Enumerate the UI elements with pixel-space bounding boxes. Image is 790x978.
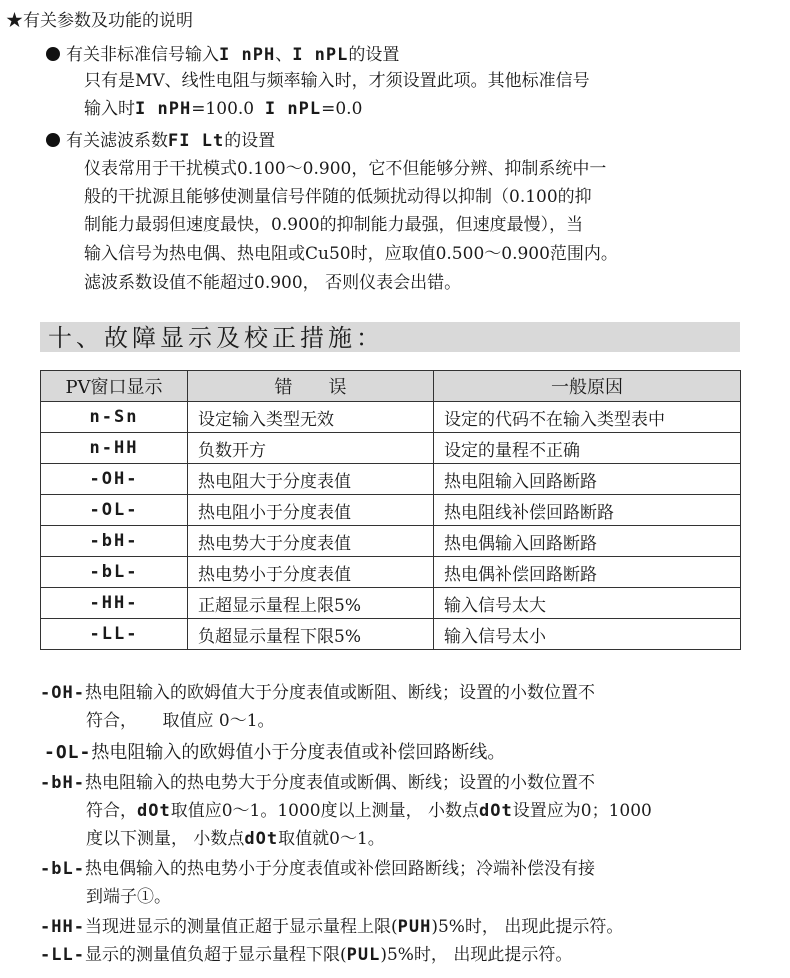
col-header-error: 错 误 bbox=[188, 371, 434, 402]
reason-cell: 输入信号太大 bbox=[434, 588, 741, 619]
fault-table bbox=[40, 370, 741, 650]
section-title: 十、故障显示及校正措施： bbox=[48, 324, 384, 352]
filt-line-5: 滤波系数设值不能超过0.900， 否则仪表会出错。 bbox=[84, 273, 462, 293]
reason-cell: 热电阻线补偿回路断路 bbox=[434, 495, 741, 526]
note-ol: -OL-热电阻输入的欧姆值小于分度表值或补偿回路断线。 bbox=[44, 742, 506, 763]
inp-line-1: 只有是MV、线性电阻与频率输入时，才须设置此项。其他标准信号 bbox=[84, 71, 590, 91]
table-row bbox=[41, 464, 741, 495]
note-bh-line-2: 符合，dOt取值应0～1。1000度以上测量， 小数点dOt设置应为0；1000 bbox=[86, 801, 652, 821]
params-heading: ★有关参数及功能的说明 bbox=[6, 11, 193, 31]
error-cell: 热电势大于分度表值 bbox=[188, 526, 434, 557]
filt-line-3: 制能力最弱但速度最快，0.900的抑制能力最强，但速度最慢），当 bbox=[84, 215, 584, 235]
col-header-pv: PV窗口显示 bbox=[41, 371, 188, 402]
table-row bbox=[41, 402, 741, 433]
error-cell: 负数开方 bbox=[188, 433, 434, 464]
reason-cell: 热电阻输入回路断路 bbox=[434, 464, 741, 495]
col-header-reason: 一般原因 bbox=[434, 371, 741, 402]
note-code: -OH- bbox=[40, 683, 85, 703]
table-row bbox=[41, 619, 741, 650]
pv-code: -LL- bbox=[41, 619, 188, 650]
pv-code: -bH- bbox=[41, 526, 188, 557]
reason-cell: 设定的量程不正确 bbox=[434, 433, 741, 464]
filt-title: 有关滤波系数FI Lt的设置 bbox=[46, 130, 275, 152]
reason-cell: 热电偶补偿回路断路 bbox=[434, 557, 741, 588]
reason-cell: 输入信号太小 bbox=[434, 619, 741, 650]
note-bl-line-2: 到端子①。 bbox=[86, 887, 171, 907]
reason-cell: 热电偶输入回路断路 bbox=[434, 526, 741, 557]
table-row bbox=[41, 526, 741, 557]
note-bh-line-3: 度以下测量， 小数点dOt取值就0～1。 bbox=[86, 829, 385, 849]
pv-code: -bL- bbox=[41, 557, 188, 588]
note-code: -LL- bbox=[40, 945, 85, 965]
table-row bbox=[41, 557, 741, 588]
note-oh: -OH-热电阻输入的欧姆值大于分度表值或断阻、断线；设置的小数位置不 bbox=[40, 683, 595, 703]
table-row bbox=[41, 495, 741, 526]
reason-cell: 设定的代码不在输入类型表中 bbox=[434, 402, 741, 433]
bullet-icon bbox=[46, 47, 60, 61]
filt-line-2: 般的干扰源且能够使测量信号伴随的低频扰动得以抑制（0.100的抑 bbox=[84, 187, 592, 207]
inp-line-2: 输入时I nPH=100.0 I nPL=0.0 bbox=[84, 99, 363, 119]
inp-title: 有关非标准信号输入I nPH、I nPL的设置 bbox=[46, 44, 399, 66]
note-bh: -bH-热电阻输入的热电势大于分度表值或断偶、断线；设置的小数位置不 bbox=[40, 773, 595, 793]
pv-code: n-HH bbox=[41, 433, 188, 464]
note-ll: -LL-显示的测量值负超于显示量程下限(PUL)5%时， 出现此提示符。 bbox=[40, 945, 573, 965]
pv-code: -HH- bbox=[41, 588, 188, 619]
pv-code: n-Sn bbox=[41, 402, 188, 433]
filt-line-1: 仪表常用于干扰模式0.100～0.900，它不但能够分辨、抑制系统中一 bbox=[84, 159, 607, 179]
note-code: -bL- bbox=[40, 859, 85, 879]
pv-code: -OH- bbox=[41, 464, 188, 495]
bullet-icon bbox=[46, 133, 60, 147]
note-oh-line-2: 符合， 取值应 0～1。 bbox=[86, 711, 275, 731]
note-code: -bH- bbox=[40, 773, 85, 793]
error-cell: 热电阻大于分度表值 bbox=[188, 464, 434, 495]
table-row bbox=[41, 433, 741, 464]
note-code: -OL- bbox=[44, 742, 92, 763]
error-cell: 负超显示量程下限5% bbox=[188, 619, 434, 650]
note-hh: -HH-当现进显示的测量值正超于显示量程上限(PUH)5%时， 出现此提示符。 bbox=[40, 917, 624, 937]
table-row bbox=[41, 588, 741, 619]
error-cell: 正超显示量程上限5% bbox=[188, 588, 434, 619]
table-header-row bbox=[41, 371, 741, 402]
error-cell: 设定输入类型无效 bbox=[188, 402, 434, 433]
note-bl: -bL-热电偶输入的热电势小于分度表值或补偿回路断线；冷端补偿没有接 bbox=[40, 859, 595, 879]
error-cell: 热电势小于分度表值 bbox=[188, 557, 434, 588]
filt-line-4: 输入信号为热电偶、热电阻或Cu50时，应取值0.500～0.900范围内。 bbox=[84, 244, 618, 264]
note-code: -HH- bbox=[40, 917, 85, 937]
pv-code: -OL- bbox=[41, 495, 188, 526]
error-cell: 热电阻小于分度表值 bbox=[188, 495, 434, 526]
